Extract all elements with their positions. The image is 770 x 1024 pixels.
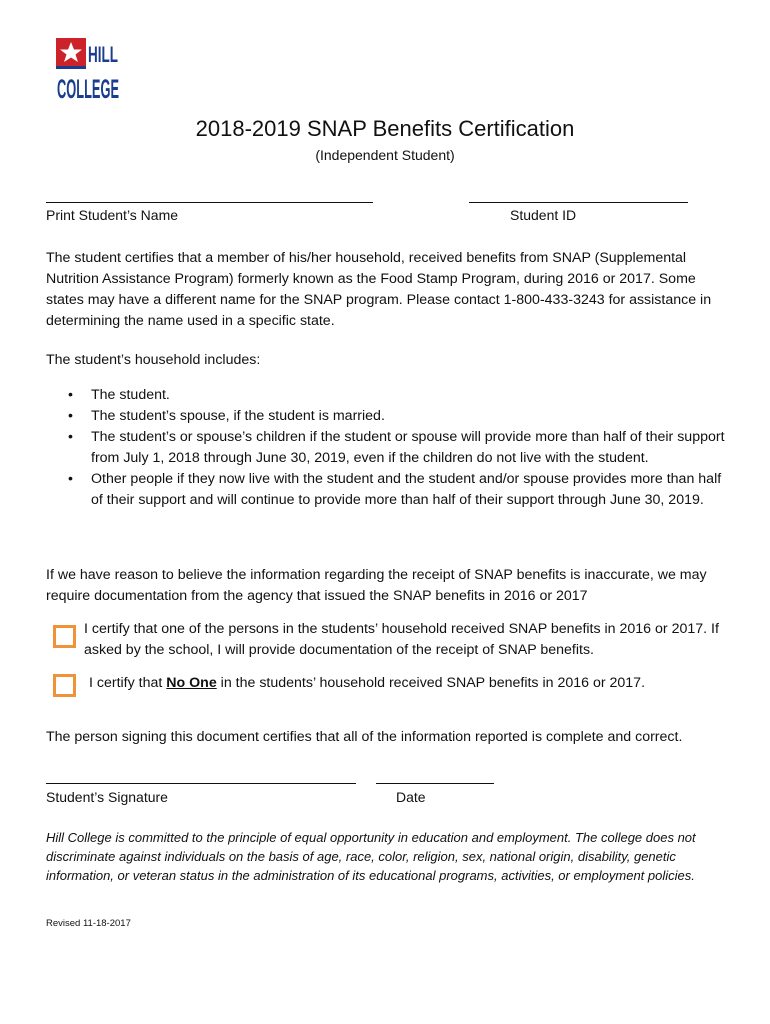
no-one-emphasis: No One (166, 675, 217, 691)
logo-text-college: COLLEGE (57, 74, 119, 104)
list-item: • The student’s spouse, if the student is married. (68, 408, 385, 424)
student-name-line[interactable] (46, 202, 373, 203)
household-list (46, 385, 726, 511)
no-one-received-option-text: I certify that No One in the students’ household received SNAP benefits in 2016 or 2017. (89, 675, 646, 691)
student-id-label: Student ID (510, 207, 577, 223)
student-name-label: Print Student’s Name (46, 207, 179, 223)
student-id-line[interactable] (469, 202, 688, 203)
received-snap-option-text: I certify that one of the persons in the students’ household received SNAP benefits in 2016 or 2017. If asked by the school, I will provide documentation of the receipt of SNAP benefits. (84, 621, 719, 658)
signature-line[interactable] (46, 783, 356, 784)
documentation-note: If we have reason to believe the information regarding the receipt of SNAP benefits is inaccurate, we may require documentation from the agency that issued the SNAP benefits in 2016 or 2017 (46, 567, 707, 604)
page-subtitle: (Independent Student) (315, 147, 455, 163)
date-line[interactable] (376, 783, 494, 784)
revised-date: Revised 11-18-2017 (46, 918, 131, 929)
equal-opportunity-statement: Hill College is committed to the principle of equal opportunity in education and employment. The college does not discriminate against individuals on the basis of age, race, color, religion, sex, national origin, disability, genetic information, or veteran status in the administration of its educational programs, activities, or employment policies. (46, 830, 696, 883)
list-item: • The student’s or spouse’s children if the student or spouse will provide more than half of their support from July 1, 2018 through June 30, 2019, even if the children do not live with the student. (68, 429, 725, 466)
date-label: Date (396, 789, 426, 805)
list-item: • The student. (68, 387, 170, 403)
list-item: • Other people if they now live with the student and the student and/or spouse provides more than half of their support and will continue to provide more than half of their support through June 30, 2019. (68, 471, 722, 508)
signature-statement: The person signing this document certifies that all of the information reported is complete and correct. (46, 729, 683, 745)
household-heading: The student’s household includes: (46, 352, 261, 368)
intro-paragraph: The student certifies that a member of his/her household, received benefits from SNAP (Supplemental Nutrition Assistance Program) formerly known as the Food Stamp Program, during 2016 or 2017. Some states may have a different name for the SNAP program. Please contact 1-800-433-3243 for assistance in determining the name used in a specific state. (46, 250, 712, 329)
page-title: 2018-2019 SNAP Benefits Certification (195, 116, 575, 141)
received-snap-checkbox[interactable] (53, 625, 76, 648)
logo-text-hill: HILL (88, 42, 118, 67)
signature-label: Student’s Signature (46, 789, 168, 805)
no-one-received-checkbox[interactable] (53, 674, 76, 697)
hill-college-logo (56, 34, 120, 102)
